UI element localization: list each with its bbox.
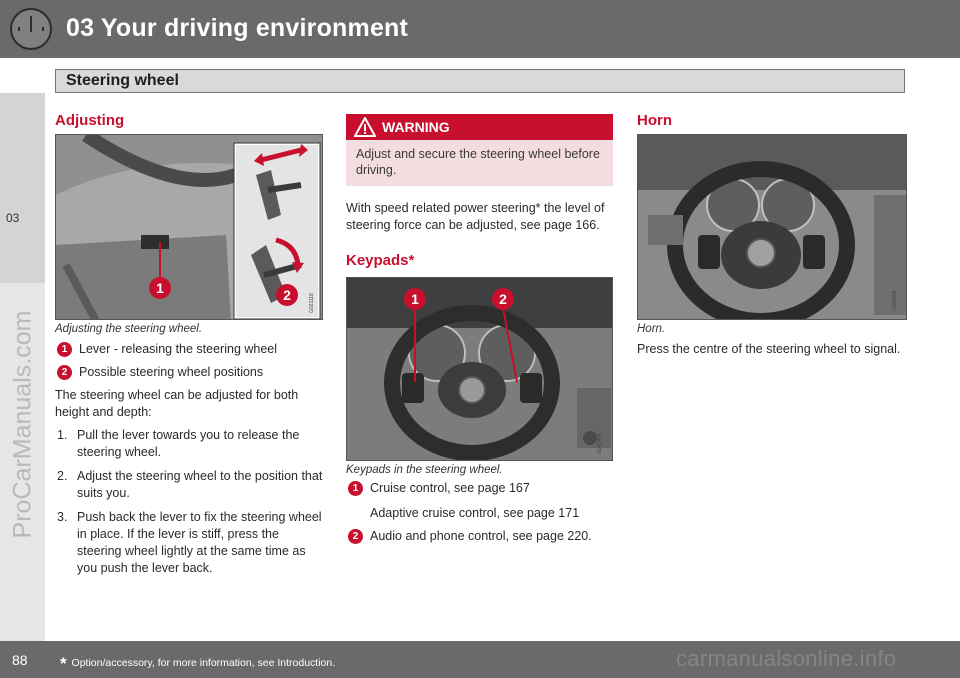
footnote: [60, 654, 335, 674]
page-number: 88: [12, 652, 28, 668]
footnote-text: Option/accessory, for more information, see Introduction.: [71, 657, 336, 669]
legend-number-badge: 2: [348, 529, 363, 544]
section-title: Steering wheel: [66, 72, 179, 89]
legend-number-badge: 2: [57, 365, 72, 380]
chapter-title: 03 Your driving environment: [66, 14, 409, 42]
section-title-bar: [55, 69, 905, 93]
photo-marker-1: 1: [404, 288, 426, 310]
legend-text: Cruise control, see page 167: [370, 481, 530, 495]
step-item: [55, 468, 323, 502]
footnote-asterisk: *: [60, 654, 67, 673]
photo-caption: Keypads in the steering wheel.: [346, 464, 503, 476]
side-watermark-text: ProCarManuals.com: [8, 310, 37, 539]
photo-marker-2: 2: [492, 288, 514, 310]
side-watermark: [4, 210, 38, 650]
legend-item: [346, 528, 613, 545]
step-number: 2.: [57, 469, 68, 483]
heading-horn: Horn: [637, 112, 672, 129]
chapter-tab-label: 03: [6, 211, 20, 225]
speedometer-icon: [10, 8, 52, 50]
legend-item: [346, 480, 613, 497]
legend-item: [55, 341, 323, 358]
legend-item: [55, 364, 323, 381]
column-horn: [637, 112, 907, 358]
step-item: [55, 427, 323, 461]
step-text: Push back the lever to fix the steering wheel in place. If the lever is stiff, press the steering wheel lightly at the same time as you push the lever back.: [77, 510, 322, 575]
warning-header: [346, 114, 613, 140]
steering-adjust-photo: [55, 134, 323, 320]
column-adjusting: [55, 112, 323, 584]
legend-item: [346, 505, 613, 522]
warning-box: [346, 114, 613, 186]
photo-marker-2: 2: [276, 284, 298, 306]
heading-adjusting: Adjusting: [55, 112, 125, 129]
horn-photo: [637, 134, 907, 320]
steps-list: [55, 427, 323, 577]
footer-watermark: carmanualsonline.info: [676, 646, 897, 671]
horn-paragraph: Press the centre of the steering wheel to signal.: [637, 342, 901, 356]
step-item: [55, 509, 323, 577]
intro-paragraph: The steering wheel can be adjusted for both height and depth:: [55, 388, 299, 419]
page-footer: [0, 641, 960, 678]
photo-caption: Adjusting the steering wheel.: [55, 323, 203, 335]
legend-text: Adaptive cruise control, see page 171: [370, 506, 580, 520]
step-text: Adjust the steering wheel to the position that suits you.: [77, 469, 323, 500]
image-code: G042465: [892, 290, 898, 311]
heading-keypads: Keypads*: [346, 252, 415, 269]
power-steering-paragraph: With speed related power steering* the level of steering force can be adjusted, see page 166.: [346, 201, 605, 232]
warning-icon: [354, 117, 376, 137]
column-warning-keypads: [346, 114, 613, 545]
step-number: 3.: [57, 510, 68, 524]
warning-title: WARNING: [382, 119, 450, 135]
image-code: G021118: [309, 293, 315, 313]
step-number: 1.: [57, 428, 68, 442]
page-header: [0, 0, 960, 58]
legend-text: Possible steering wheel positions: [79, 365, 264, 379]
photo-caption: Horn.: [637, 323, 666, 335]
step-text: Pull the lever towards you to release the steering wheel.: [77, 428, 300, 459]
legend-number-badge: 1: [57, 342, 72, 357]
legend-number-badge: 1: [348, 481, 363, 496]
legend-text: Audio and phone control, see page 220.: [370, 529, 592, 543]
legend-text: Lever - releasing the steering wheel: [79, 342, 278, 356]
keypads-photo: [346, 277, 613, 461]
photo-marker-1: 1: [149, 277, 171, 299]
image-code: G042464: [597, 433, 603, 454]
warning-text: Adjust and secure the steering wheel before driving.: [356, 147, 600, 177]
